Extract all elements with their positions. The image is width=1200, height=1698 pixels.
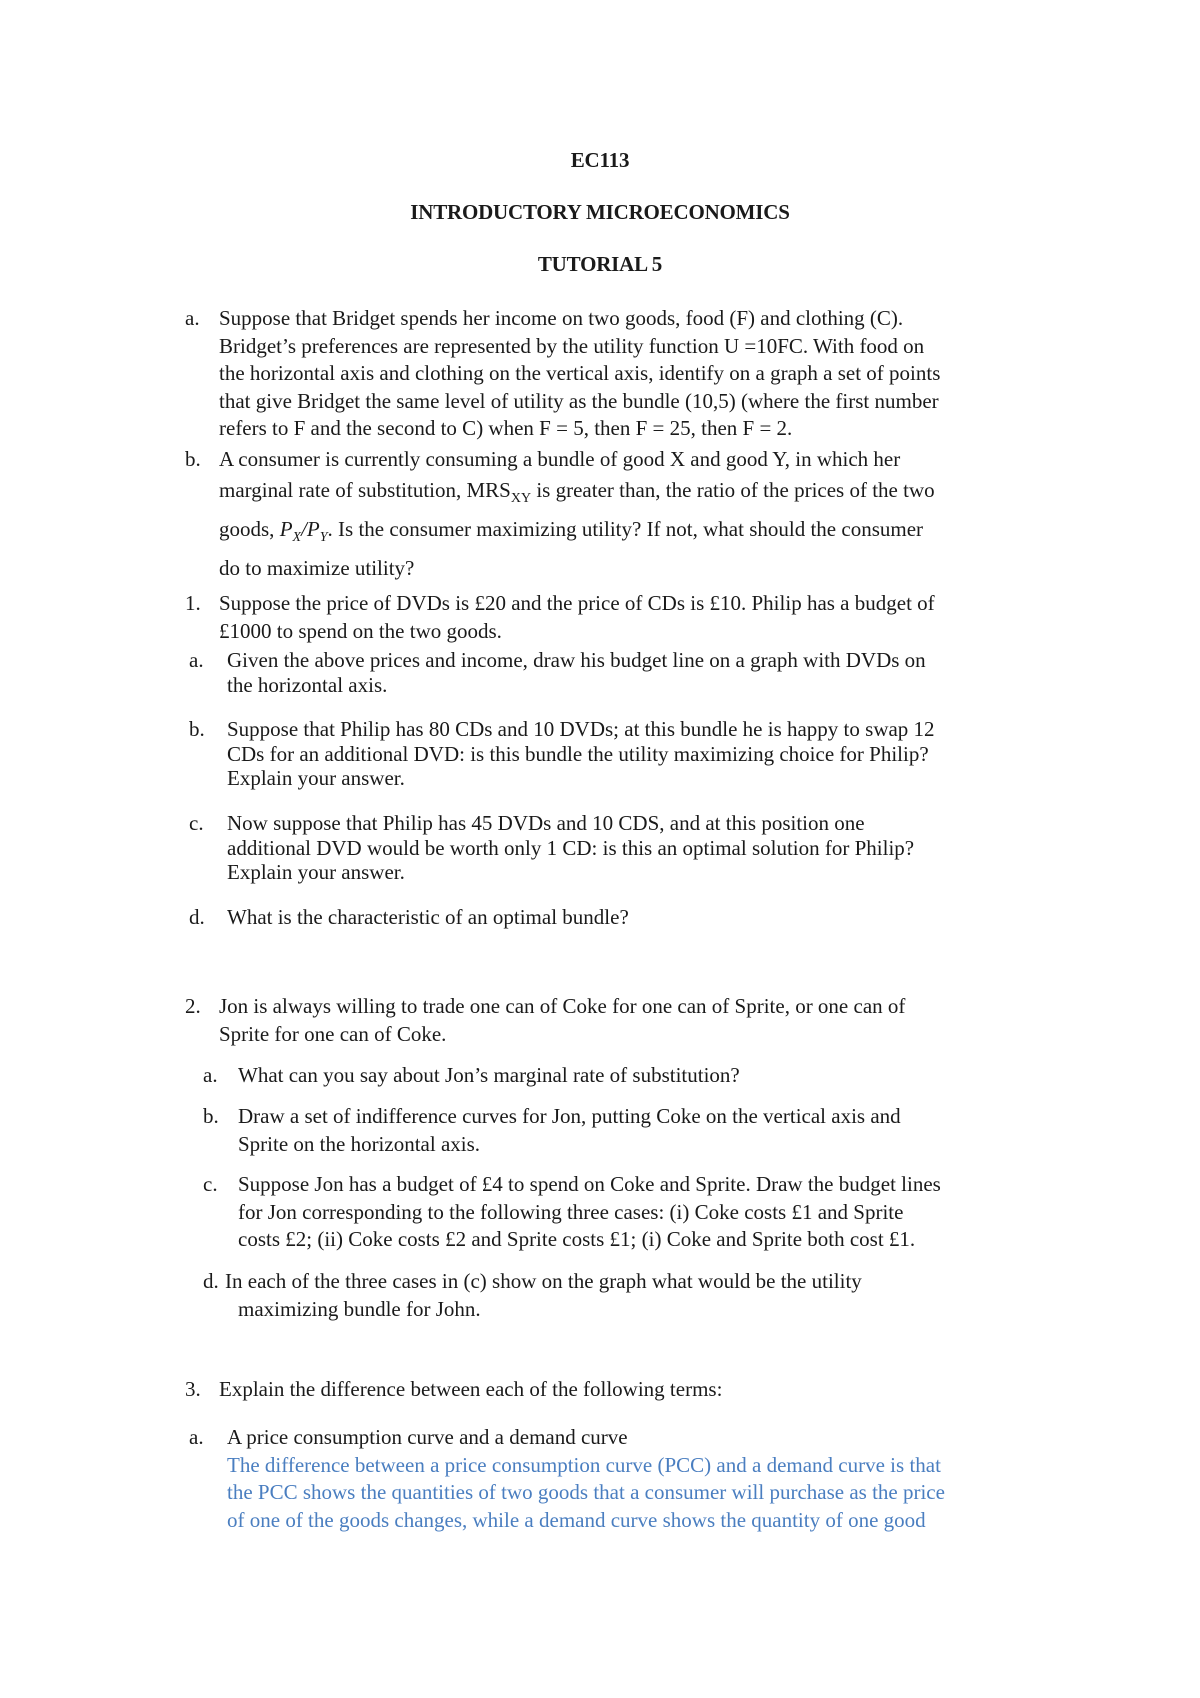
question-3a bbox=[189, 1424, 1089, 1534]
text-line: goods, $P_X/P_Y$. Is the consumer maximizing utility? If not, what should the consumer bbox=[219, 517, 924, 545]
text-line: Jon is always willing to trade one can of Coke for one can of Sprite, or one can of bbox=[219, 994, 906, 1018]
item-marker: a. bbox=[203, 1063, 218, 1087]
text-line: £1000 to spend on the two goods. bbox=[219, 618, 502, 643]
item-marker: a. bbox=[189, 1425, 204, 1449]
question-1a bbox=[189, 648, 1089, 697]
text-line: Suppose Jon has a budget of £4 to spend on Coke and Sprite. Draw the budget lines bbox=[238, 1172, 941, 1196]
question-3 bbox=[185, 1376, 1085, 1404]
item-marker: 1. bbox=[185, 591, 201, 615]
text-line: Bridget’s preferences are represented by the utility function U =10FC. With food on bbox=[219, 333, 925, 358]
text-line: Explain your answer. bbox=[227, 860, 405, 884]
course-title: INTRODUCTORY MICROECONOMICS bbox=[410, 200, 790, 224]
answer-line: of one of the goods changes, while a demand curve shows the quantity of one good bbox=[227, 1507, 926, 1532]
item-marker: 3. bbox=[185, 1377, 201, 1401]
text-line: Sprite for one can of Coke. bbox=[219, 1021, 447, 1046]
question-2c bbox=[203, 1171, 1103, 1254]
text-line: A consumer is currently consuming a bundle of good X and good Y, in which her bbox=[219, 447, 901, 471]
course-code: EC113 bbox=[570, 148, 630, 172]
text-line: CDs for an additional DVD: is this bundle the utility maximizing choice for Philip? bbox=[227, 741, 929, 766]
text-line: maximizing bundle for John. bbox=[238, 1296, 481, 1321]
item-marker: b. bbox=[189, 717, 205, 741]
text-line: A price consumption curve and a demand curve bbox=[227, 1425, 628, 1449]
text-line: that give Bridget the same level of utility as the bundle (10,5) (where the first number bbox=[219, 388, 939, 413]
text-line: Sprite on the horizontal axis. bbox=[238, 1131, 481, 1156]
tutorial-title: TUTORIAL 5 bbox=[537, 252, 663, 276]
text-line: In each of the three cases in (c) show on the graph what would be the utility bbox=[225, 1269, 862, 1293]
question-2b bbox=[203, 1103, 1103, 1158]
text-line: the horizontal axis and clothing on the vertical axis, identify on a graph a set of points bbox=[219, 361, 941, 385]
item-marker: b. bbox=[203, 1104, 219, 1128]
question-2d bbox=[203, 1268, 1103, 1323]
text-line: the horizontal axis. bbox=[227, 672, 388, 697]
text-line: Now suppose that Philip has 45 DVDs and 10 CDS, and at this position one bbox=[227, 811, 865, 835]
text-line: Suppose that Philip has 80 CDs and 10 DVDs; at this bundle he is happy to swap 12 bbox=[227, 717, 935, 741]
text-line: additional DVD would be worth only 1 CD: is this an optimal solution for Philip? bbox=[227, 835, 915, 860]
text-line: refers to F and the second to C) when F = 5, then F = 25, then F = 2. bbox=[219, 416, 793, 440]
question-1c bbox=[189, 811, 1089, 885]
item-marker: 2. bbox=[185, 994, 201, 1018]
question-2 bbox=[185, 993, 1085, 1048]
text-line: Suppose the price of DVDs is £20 and the price of CDs is £10. Philip has a budget of bbox=[219, 591, 935, 615]
prelim-question-b bbox=[185, 444, 1085, 584]
item-marker: d. bbox=[203, 1269, 219, 1293]
item-marker: b. bbox=[185, 447, 201, 471]
item-marker: c. bbox=[203, 1172, 218, 1196]
item-marker: a. bbox=[189, 648, 204, 672]
item-marker: a. bbox=[185, 306, 200, 330]
item-marker: c. bbox=[189, 811, 204, 835]
text-line: marginal rate of substitution, $MRS_{XY}$ is greater than, the ratio of the prices of the two bbox=[219, 478, 935, 506]
text-line: Suppose that Bridget spends her income on two goods, food (F) and clothing (C). bbox=[219, 306, 904, 330]
question-1 bbox=[185, 590, 1085, 645]
text-line: Explain the difference between each of the following terms: bbox=[219, 1377, 723, 1401]
text-line: Given the above prices and income, draw his budget line on a graph with DVDs on bbox=[227, 648, 926, 672]
item-marker: d. bbox=[189, 905, 205, 929]
question-2a bbox=[203, 1062, 1103, 1090]
question-1b bbox=[189, 717, 1089, 791]
answer-line: the PCC shows the quantities of two goods that a consumer will purchase as the price bbox=[227, 1480, 945, 1504]
text-line: for Jon corresponding to the following three cases: (i) Coke costs £1 and Sprite bbox=[238, 1199, 904, 1224]
text-line: What can you say about Jon’s marginal rate of substitution? bbox=[238, 1063, 740, 1087]
text-line: do to maximize utility? bbox=[219, 556, 415, 580]
text-line: What is the characteristic of an optimal bundle? bbox=[227, 905, 629, 929]
text-line: Explain your answer. bbox=[227, 766, 405, 790]
question-1d bbox=[189, 904, 1089, 932]
text-line: costs £2; (ii) Coke costs £2 and Sprite costs £1; (i) Coke and Sprite both cost £1. bbox=[238, 1227, 916, 1251]
prelim-question-a bbox=[185, 305, 1085, 443]
text-line: Draw a set of indifference curves for Jon, putting Coke on the vertical axis and bbox=[238, 1104, 901, 1128]
answer-line: The difference between a price consumption curve (PCC) and a demand curve is that bbox=[227, 1452, 941, 1477]
